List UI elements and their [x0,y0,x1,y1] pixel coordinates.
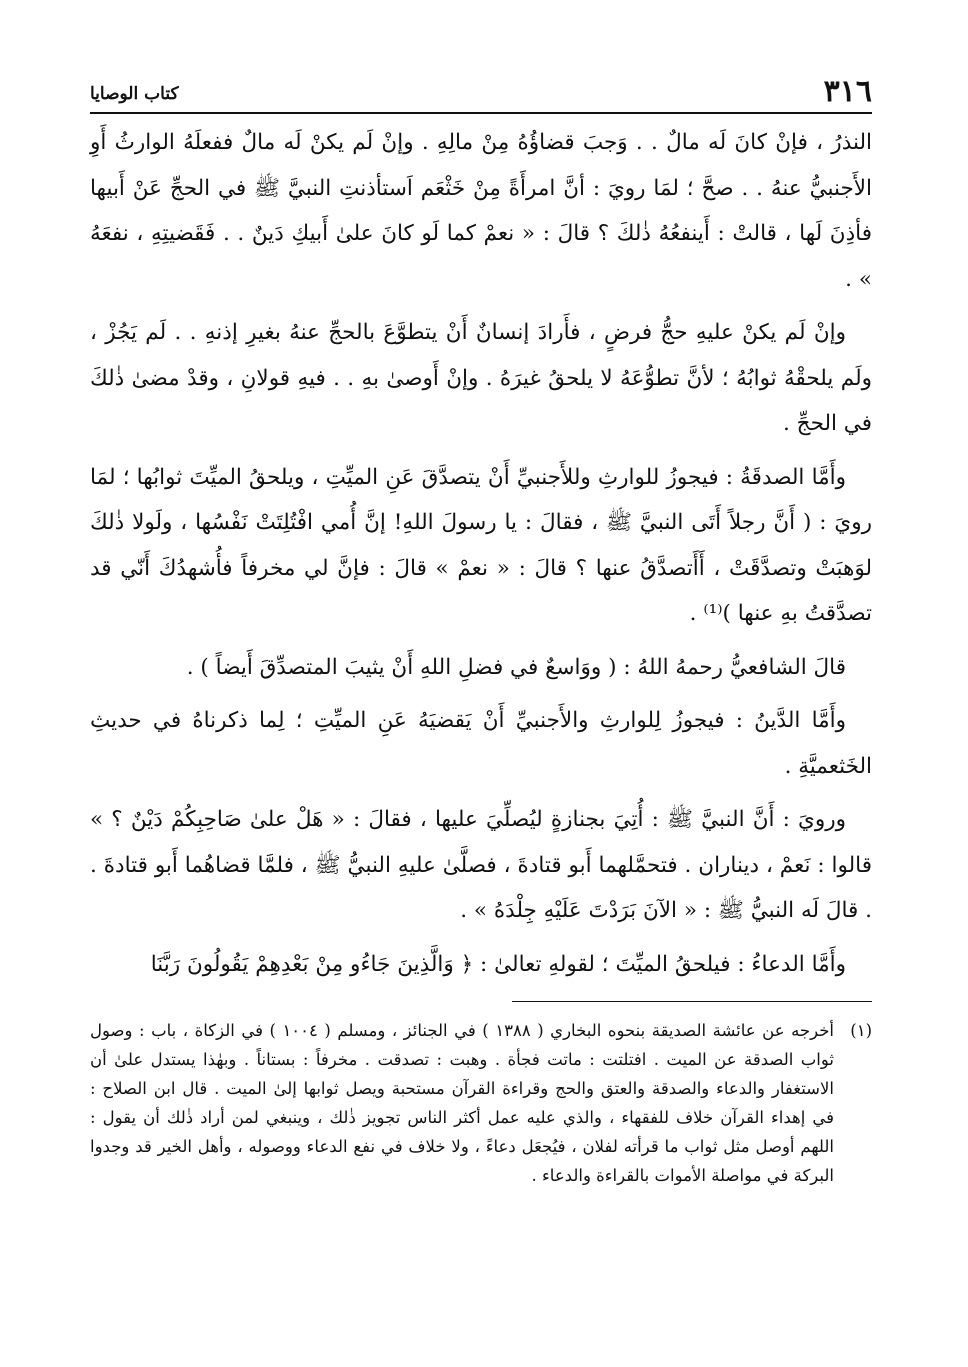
footnote-separator [512,1001,872,1002]
footnote-number: (١) [850,1021,872,1040]
paragraph-shafii-quote: قالَ الشافعيُّ رحمهُ اللهُ : ( ووَاسعٌ في فضلِ اللهِ أَنْ يثيبَ المتصدِّقَ أَيضاً ) . [186,654,846,680]
paragraph-vow: النذرُ ، فإنْ كانَ لَه مالٌ . . وَجبَ قضاؤُهُ مِنْ مالِهِ . وإنْ لَم يكنْ لَه مالٌ ففعلَهُ الوارثُ أَوِ الأَجنبيُّ عنهُ . . صحَّ ؛ لمَا رويَ : أنَّ امرأَةً مِنْ خَثْعَم اَستأذنتِ النبيَّ ﷺ في الحجِّ عَنْ أَبيها فأذِنَ لَها ، قالتْ : أَينفعُهُ ذٰلكَ ؟ قالَ : « نعمْ كما لَو كانَ علىٰ أَبيكِ دَينٌ . . فَقَضيتِهِ ، نفعَهُ » . [90,130,872,292]
page-number: ٣١٦ [823,74,872,109]
paragraph-charity: وأَمَّا الصدقَةُ : فيجوزُ للوارثِ وللأَجنبيِّ أَنْ يتصدَّقَ عَنِ الميِّتِ ، ويلحقُ الميِّتَ ثوابُها ؛ لمَا رويَ : ( أَنَّ رجلاً أَتَى النبيَّ ﷺ ، فقالَ : يا رسولَ اللهِ! إنَّ أُمي افْتُلِتَتْ نَفْسُها ، ولَولا ذٰلكَ لوَهبَتْ وتصدَّقَتْ ، أَأَتصدَّقُ عنها ؟ قالَ : « نعمْ » قالَ : فإنَّ لي مخرفاً فأُشهدُكَ أَنّي قد تصدَّقتُ بهِ عنها )⁽¹⁾ . [90,464,872,626]
main-text [90,120,872,987]
paragraph-debt: وأَمَّا الدَّينُ : فيجوزُ لِلوارثِ والأَجنبيِّ أَنْ يَقضيَهُ عَنِ الميِّتِ ؛ لِما ذكرناهُ في حديثِ الخَثعميَّةِ . [90,708,872,779]
paragraph-funeral-hadith: ورويَ : أَنَّ النبيَّ ﷺ : أُتِيَ بجنازةٍ ليُصلِّيَ عليها ، فقالَ : « هَلْ علىٰ صَاحِبِكُمْ دَيْنٌ ؟ » قالوا : نَعمْ ، ديناران . فتحمَّلهما أَبو قتادةَ ، فصلَّىٰ عليهِ النبيُّ ﷺ ، فلمَّا قضاهُما أَبو قتادةَ . . قالَ لَه النبيُّ ﷺ : « الآنَ بَرَدْتَ عَلَيْهِ جِلْدَهُ » . [90,807,872,923]
page-header [90,74,872,114]
book-title: كتاب الوصايا [90,84,179,104]
footnote-text: أخرجه عن عائشة الصديقة بنحوه البخاري ( ١٣٨٨ ) في الجنائز ، ومسلم ( ١٠٠٤ ) في الزكاة ، باب : وصول ثواب الصدقة عن الميت . افتلتت : ماتت فجأة . وهبت : تصدقت . مخرفاً : بستاناً . وبهٰذا يستدل علىٰ أن الاستغفار والدعاء والصدقة والعتق والحج وقراءة القرآن مستحبة ويصل ثوابها إلىٰ الميت . قال ابن الصلاح : في إهداء القرآن خلاف للفقهاء ، والذي عليه عمل أكثر الناس تجويز ذٰلك ، وينبغي لمن أراد ذٰلك أن يقول : اللهم أوصل مثل ثواب ما قرأته لفلان ، فيُجعَل دعاءً ، ولا خلاف في نفع الدعاء ووصوله ، وأهل الخير قد وجدوا البركة في مواصلة الأموات بالقراءة والدعاء . [90,1021,834,1185]
footnote [90,1016,872,1190]
book-page [90,74,872,1358]
paragraph-supplication: وأَمَّا الدعاءُ : فيلحقُ الميِّتَ ؛ لقولهِ تعالىٰ : ﴿ وَالَّذِينَ جَاءُو مِنْ بَعْدِهِمْ يَقُولُونَ رَبَّنَا [150,951,846,977]
paragraph-voluntary-hajj: وإنْ لَم يكنْ عليهِ حجُّ فرضٍ ، فأَرادَ إنسانٌ أَنْ يتطوَّعَ بالحجِّ عنهُ بغيرِ إذنهِ . . لَم يَجُزْ ، ولَم يلحقْهُ ثوابُهُ ؛ لأنَّ تطوُّعَهُ لا يلحقُ غيرَهُ . وإنْ أَوصىٰ بهِ . . فيهِ قولانِ ، وقدْ مضىٰ ذٰلكَ في الحجِّ . [90,320,872,436]
